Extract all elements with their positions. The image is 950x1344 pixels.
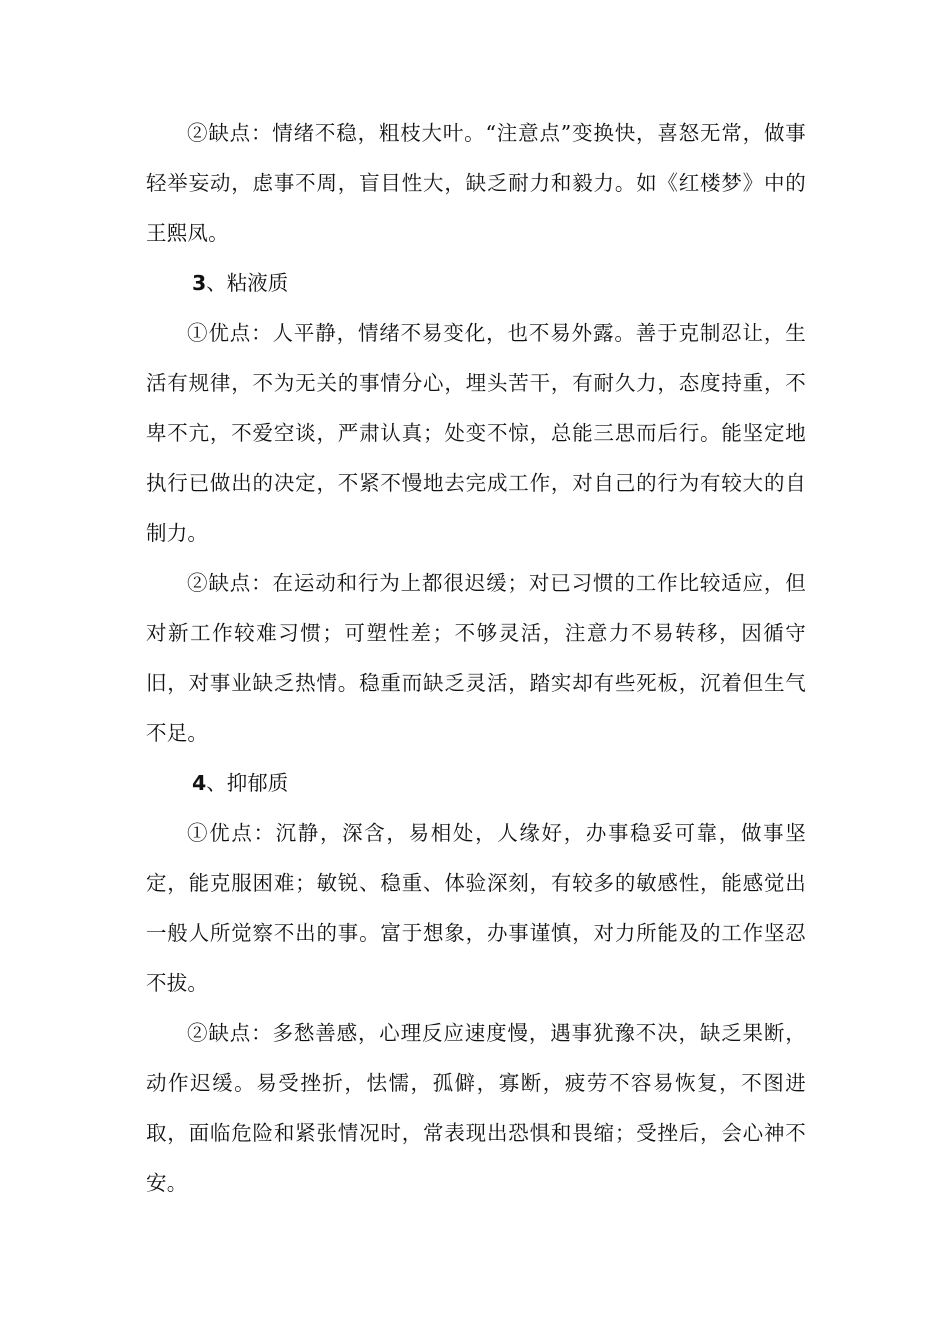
- section-number: 3: [192, 271, 207, 295]
- section-heading-melancholic: [146, 758, 806, 808]
- paragraph-melancholic-cons: ②缺点：多愁善感，心理反应速度慢，遇事犹豫不决，缺乏果断，动作迟缓。易受挫折，怯懦，孤僻，寡断，疲劳不容易恢复，不图进取，面临危险和紧张情况时，常表现出恐惧和畏缩；受挫后，会心神不安。: [146, 1021, 806, 1195]
- section-title: 、抑郁质: [206, 771, 289, 795]
- paragraph-melancholic-pros: ①优点：沉静，深含，易相处，人缘好，办事稳妥可靠，做事坚定，能克服困难；敏锐、稳重、体验深刻，有较多的敏感性，能感觉出一般人所觉察不出的事。富于想象，办事谨慎，对力所能及的工作坚忍不拔。: [146, 821, 806, 995]
- paragraph-choleric-cons: ②缺点：情绪不稳，粗枝大叶。“注意点”变换快，喜怒无常，做事轻举妄动，虑事不周，盲目性大，缺乏耐力和毅力。如《红楼梦》中的王熙凤。: [146, 121, 806, 245]
- paragraph-phlegmatic-pros: ①优点：人平静，情绪不易变化，也不易外露。善于克制忍让，生活有规律，不为无关的事情分心，埋头苦干，有耐久力，态度持重，不卑不亢，不爱空谈，严肃认真；处变不惊，总能三思而后行。能坚定地执行已做出的决定，不紧不慢地去完成工作，对自己的行为有较大的自制力。: [146, 321, 806, 545]
- section-title: 、粘液质: [206, 271, 289, 295]
- paragraph-phlegmatic-cons: ②缺点：在运动和行为上都很迟缓；对已习惯的工作比较适应，但对新工作较难习惯；可塑性差；不够灵活，注意力不易转移，因循守旧，对事业缺乏热情。稳重而缺乏灵活，踏实却有些死板，沉着但生气不足。: [146, 571, 806, 745]
- section-heading-phlegmatic: [146, 258, 806, 308]
- section-number: 4: [192, 771, 207, 795]
- document-body: [146, 108, 806, 1208]
